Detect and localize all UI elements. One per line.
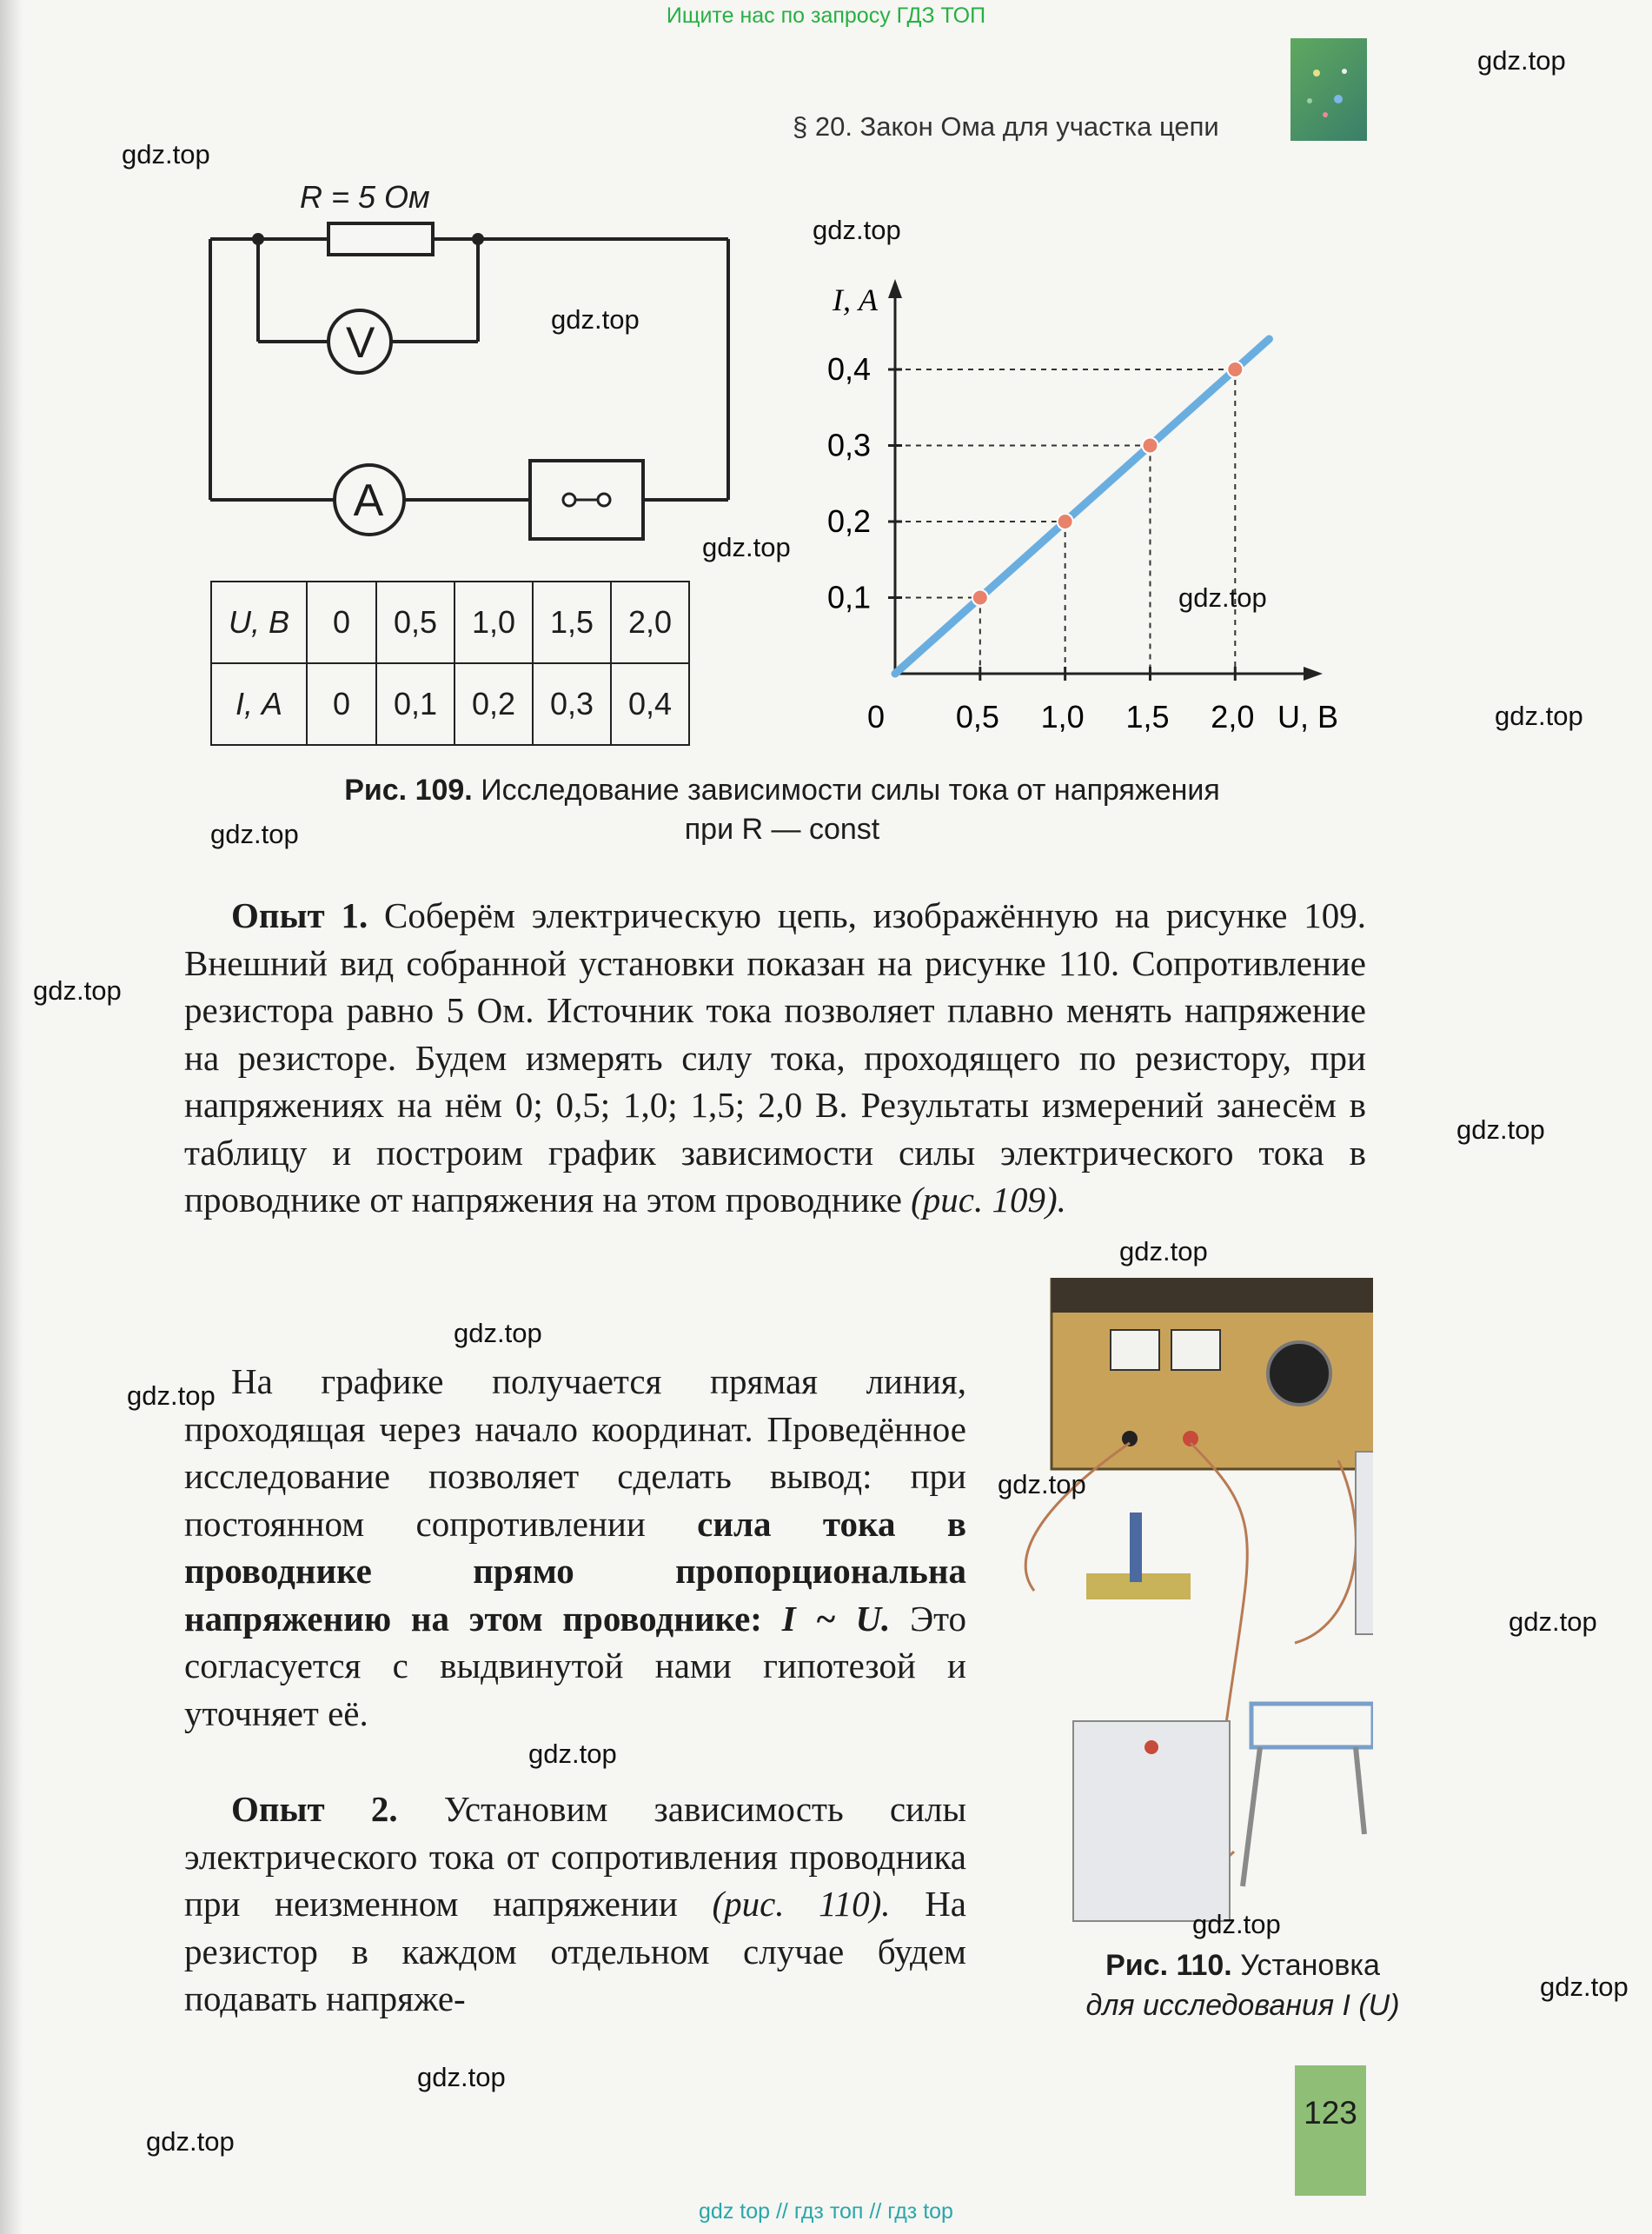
fig109-text: Исследование зависимости силы тока от напряжения <box>481 774 1220 807</box>
experiment1-conclusion <box>184 1358 966 1737</box>
table-cell: 0,5 <box>376 582 454 663</box>
table-cell: 0,2 <box>454 663 533 745</box>
y-axis-arrow <box>888 279 902 298</box>
header-title: § 20. Закон Ома для участка цепи <box>793 111 1219 142</box>
watermark: gdz.top <box>1192 1909 1281 1939</box>
watermark: gdz.top <box>702 532 791 562</box>
experiment2-paragraph <box>184 1785 966 2023</box>
conclusion-text-end: Это согласуется с выдвинутой нами гипотезой и уточняет её. <box>184 1598 967 1733</box>
watermark: gdz.top <box>1119 1236 1208 1267</box>
watermark: gdz.top <box>1509 1606 1597 1637</box>
experiment2-text: Установим зависимость силы электрического тока от сопротивления проводника при неизменном напряжении <box>184 1789 966 1924</box>
experiment1-paragraph <box>184 892 1366 1344</box>
experiment2-title: Опыт 2. <box>231 1789 398 1829</box>
experiment1-text: Соберём электрическую цепь, изображённую на рисунке 109. Внешний вид собранной установки показан на рисунке 110. Сопротивление резистора равно 5 Ом. Источник тока позволяет плавно менять напряжение на резисторе. Будем измерять силу тока, проходящего по резистору, при напряжениях на нём 0; 0,5; 1,0; 1,5; 2,0 В. Результаты измерений занесём в таблицу и построим график зависимости силы электрического тока в проводнике от напряжения на этом проводнике <box>184 895 1366 1220</box>
ammeter-symbol: A <box>353 475 384 526</box>
y-tick-label: 0,3 <box>827 427 872 463</box>
footer-link[interactable]: gdz top // гдз топ // гдз top <box>699 2199 953 2224</box>
data-table <box>210 581 690 746</box>
table-cell: 1,5 <box>533 582 611 663</box>
watermark: gdz.top <box>1540 1971 1629 2002</box>
header-decoration-image <box>1290 38 1367 141</box>
table-cell: 1,0 <box>454 582 533 663</box>
table-cell: 0,3 <box>533 663 611 745</box>
table-cell: 0 <box>307 582 376 663</box>
fig110-caption-line2: для исследования I (U) <box>1085 1989 1400 2022</box>
watermark: gdz.top <box>210 819 299 849</box>
experiment2-text-end: На резистор в каждом отдельном случае будем подавать напряже- <box>184 1884 967 2018</box>
watermark: gdz.top <box>998 1469 1086 1499</box>
y-axis-label: I, А <box>833 283 878 317</box>
watermark: gdz.top <box>122 139 210 170</box>
table-row <box>211 582 689 663</box>
y-tick-label: 0,1 <box>827 579 872 615</box>
watermark: gdz.top <box>454 1318 542 1348</box>
data-point <box>1058 514 1073 529</box>
x-tick-label: 1,5 <box>1125 699 1170 735</box>
x-tick-label: 0,5 <box>955 699 999 735</box>
experiment1-ref: (рис. 109). <box>911 1180 1066 1220</box>
formula: I ~ U. <box>781 1598 891 1639</box>
conclusion-text: На графике получается прямая линия, проходящая через начало координат. Проведённое исследование позволяет сделать вывод: при постоянном сопротивлении <box>184 1361 966 1544</box>
resistor-label: R = 5 Ом <box>300 179 430 215</box>
fig109-label: Рис. 109. <box>344 774 473 807</box>
watermark: gdz.top <box>551 304 640 335</box>
data-point <box>1227 362 1243 377</box>
apparatus-photo <box>1008 1278 1373 1956</box>
voltmeter-symbol: V <box>346 318 375 367</box>
experiment2-ref: (рис. 110). <box>712 1884 891 1924</box>
site-link[interactable]: Ищите нас по запросу ГДЗ ТОП <box>666 3 986 28</box>
series-line <box>895 339 1269 674</box>
page-number: 123 <box>1295 2065 1366 2196</box>
fig110-label: Рис. 110. <box>1105 1949 1232 1982</box>
table-cell: 0,4 <box>611 663 689 745</box>
fig109-caption-line2: при R — const <box>684 813 880 846</box>
watermark: gdz.top <box>127 1380 216 1411</box>
x-axis-label: U, В <box>1277 699 1339 735</box>
x-tick-label: 2,0 <box>1211 699 1255 735</box>
data-point <box>972 590 988 606</box>
data-point <box>1142 438 1158 454</box>
origin-label: 0 <box>867 699 886 735</box>
watermark: gdz.top <box>417 2062 506 2092</box>
page-edge-shadow <box>0 0 23 2234</box>
x-axis-arrow <box>1304 667 1323 681</box>
x-tick-label: 1,0 <box>1040 699 1085 735</box>
table-cell: 0,1 <box>376 663 454 745</box>
watermark: gdz.top <box>528 1739 617 1769</box>
watermark: gdz.top <box>1178 582 1267 613</box>
fig110-text: Установка <box>1240 1949 1380 1982</box>
watermark: gdz.top <box>813 215 901 245</box>
watermark: gdz.top <box>33 975 122 1006</box>
table-header-cell: U, В <box>211 582 307 663</box>
watermark: gdz.top <box>1456 1114 1545 1145</box>
experiment1-title: Опыт 1. <box>231 895 368 935</box>
circuit-diagram <box>200 178 739 552</box>
table-cell: 0 <box>307 663 376 745</box>
iu-chart <box>808 261 1364 748</box>
watermark: gdz.top <box>1495 701 1583 731</box>
y-tick-label: 0,4 <box>827 351 872 387</box>
table-row <box>211 663 689 745</box>
watermark: gdz.top <box>1477 45 1566 76</box>
table-header-cell: I, А <box>211 663 307 745</box>
fig109-caption <box>271 774 1293 808</box>
watermark: gdz.top <box>146 2126 235 2157</box>
table-cell: 2,0 <box>611 582 689 663</box>
fig110-caption <box>1069 1949 1416 1983</box>
conclusion-bold: сила тока в проводнике прямо пропорциональна напряжению на этом проводнике: <box>184 1503 966 1639</box>
y-tick-label: 0,2 <box>827 503 872 539</box>
